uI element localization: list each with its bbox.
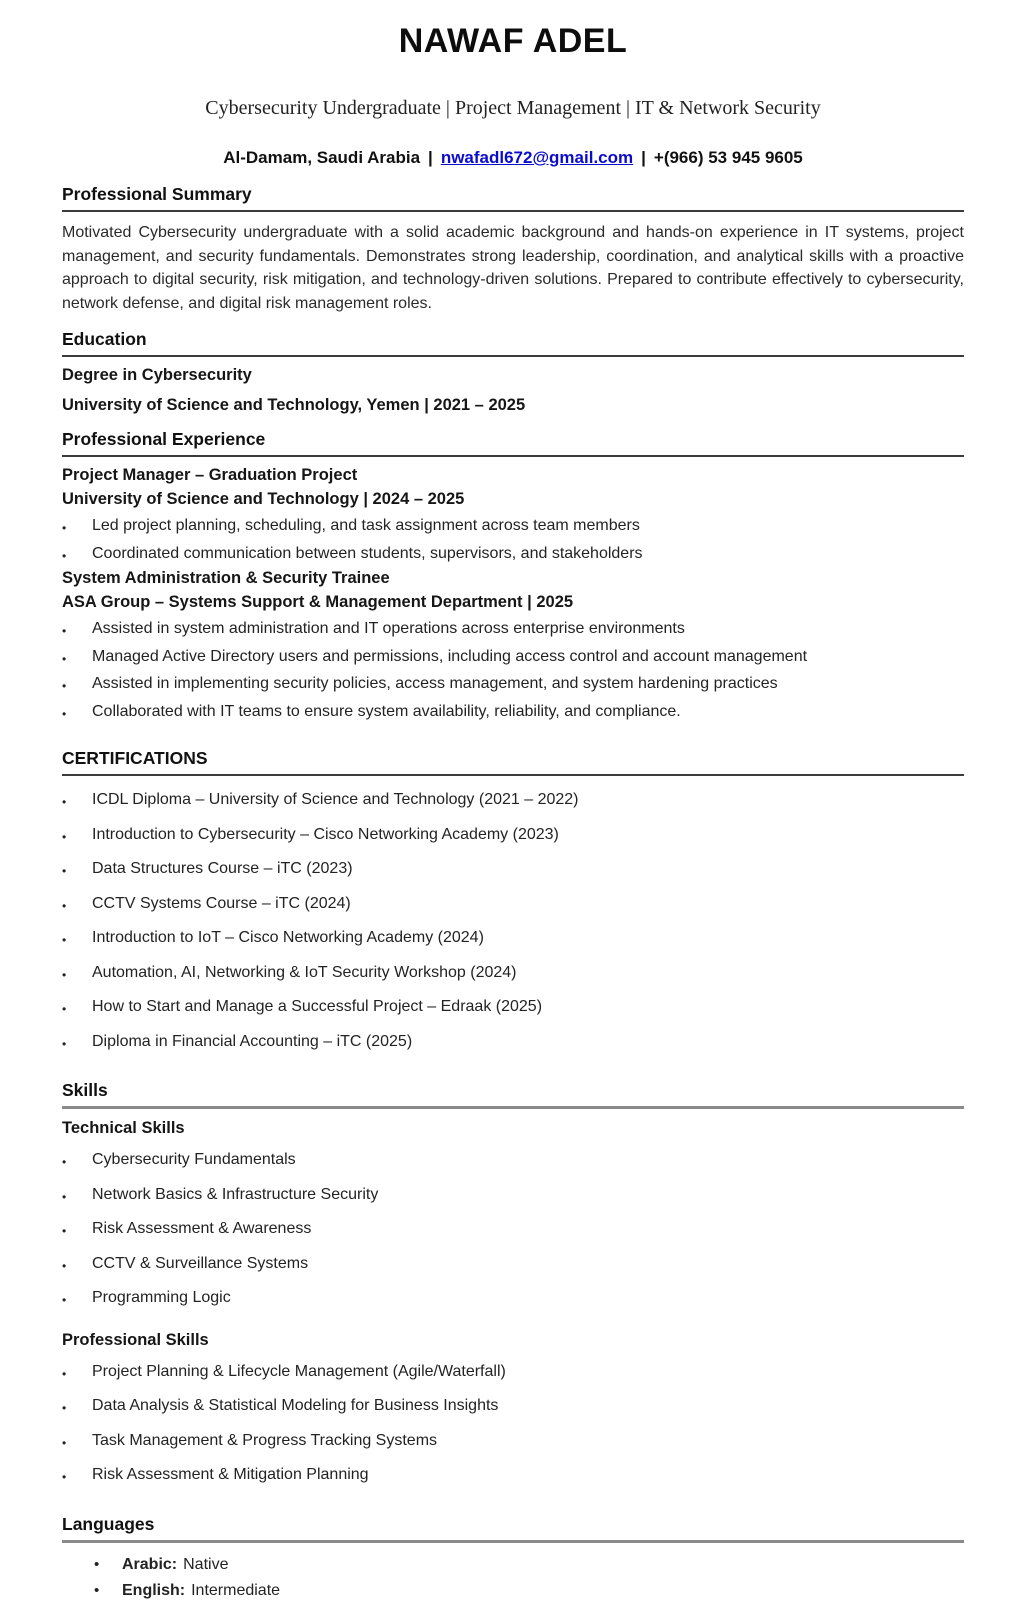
bullet-marker: • bbox=[62, 864, 67, 878]
list-item-text: Data Structures Course – iTC (2023) bbox=[92, 860, 353, 877]
list-item-text: Automation, AI, Networking & IoT Security Workshop (2024) bbox=[92, 963, 517, 981]
list-item-text: Network Basics & Infrastructure Security bbox=[92, 1185, 379, 1203]
technical-skills-heading: Technical Skills bbox=[62, 1119, 185, 1137]
list-item bbox=[62, 1463, 964, 1490]
list-item-text: Introduction to Cybersecurity – Cisco Networking Academy (2023) bbox=[92, 825, 559, 843]
list-item-text: Cybersecurity Fundamentals bbox=[92, 1151, 296, 1168]
bullet-marker: • bbox=[62, 1036, 67, 1051]
language-item bbox=[94, 1578, 964, 1604]
bullet-marker: • bbox=[62, 624, 67, 638]
list-item bbox=[62, 892, 964, 919]
contact-line bbox=[62, 148, 964, 168]
list-item-text: Programming Logic bbox=[92, 1289, 231, 1306]
job-organization: University of Science and Technology | 2024 – 2025 bbox=[62, 490, 465, 508]
list-item bbox=[62, 1429, 964, 1456]
list-item bbox=[62, 1217, 964, 1244]
list-item bbox=[62, 1252, 964, 1279]
professional-skills-list bbox=[62, 1360, 964, 1490]
education-degree: Degree in Cybersecurity bbox=[62, 366, 252, 384]
resume-subtitle: Cybersecurity Undergraduate | Project Management | IT & Network Security bbox=[205, 97, 821, 119]
list-item bbox=[62, 1360, 964, 1387]
job-entry bbox=[62, 569, 964, 726]
contact-separator: | bbox=[428, 148, 433, 167]
list-item bbox=[62, 617, 964, 644]
job-entry bbox=[62, 466, 964, 568]
list-item bbox=[62, 700, 964, 727]
section-skills bbox=[62, 1080, 964, 1490]
bullet-marker: • bbox=[62, 1189, 67, 1204]
list-item-text: Assisted in system administration and IT operations across enterprise environments bbox=[92, 620, 685, 637]
professional-skills-heading: Professional Skills bbox=[62, 1330, 209, 1349]
list-item bbox=[62, 672, 964, 699]
contact-phone: +(966) 53 945 9605 bbox=[653, 148, 803, 167]
certifications-list bbox=[62, 788, 964, 1056]
job-organization: ASA Group – Systems Support & Management Department | 2025 bbox=[62, 593, 574, 611]
bullet-marker: • bbox=[62, 521, 67, 535]
list-item bbox=[62, 961, 964, 988]
contact-location: Al-Damam, Saudi Arabia bbox=[223, 148, 421, 167]
list-item bbox=[62, 542, 964, 569]
section-languages bbox=[62, 1514, 964, 1604]
list-item-text: CCTV & Surveillance Systems bbox=[92, 1254, 309, 1272]
professional-experience-heading: Professional Experience bbox=[62, 429, 964, 457]
list-item bbox=[62, 1183, 964, 1210]
job-bullet-list bbox=[62, 617, 964, 726]
bullet-marker: • bbox=[62, 706, 67, 721]
resume-name: NAWAF ADEL bbox=[398, 22, 628, 60]
bullet-marker: • bbox=[62, 1366, 67, 1381]
bullet-marker: • bbox=[62, 1293, 67, 1307]
list-item-text: How to Start and Manage a Successful Project – Edraak (2025) bbox=[92, 998, 543, 1015]
list-item bbox=[62, 1394, 964, 1421]
bullet-marker: • bbox=[62, 1401, 67, 1415]
languages-heading: Languages bbox=[62, 1514, 964, 1543]
bullet-marker: • bbox=[62, 898, 67, 913]
bullet-marker: • bbox=[62, 548, 67, 563]
list-item-text: Collaborated with IT teams to ensure system availability, reliability, and compliance. bbox=[92, 702, 681, 720]
list-item-text: Risk Assessment & Awareness bbox=[92, 1220, 312, 1237]
professional-summary-text: Motivated Cybersecurity undergraduate with a solid academic background and hands-on experience in IT systems, project management, and security fundamentals. Demonstrates strong leadership, coordination, and analytical skills with a proactive approach to digital security, risk mitigation, and technology-driven solutions. Prepared to contribute effectively to cybersecurity, network defense, and digital risk management roles. bbox=[62, 224, 964, 312]
certifications-heading: CERTIFICATIONS bbox=[62, 748, 964, 776]
section-certifications bbox=[62, 748, 964, 1056]
language-value: Native bbox=[183, 1555, 229, 1573]
list-item-text: CCTV Systems Course – iTC (2024) bbox=[92, 894, 351, 912]
bullet-marker: • bbox=[62, 1435, 67, 1450]
technical-skills-list bbox=[62, 1148, 964, 1313]
list-item-text: Managed Active Directory users and permissions, including access control and account management bbox=[92, 647, 808, 665]
list-item-text: Introduction to IoT – Cisco Networking Academy (2024) bbox=[92, 929, 484, 946]
bullet-marker: • bbox=[62, 795, 67, 809]
bullet-marker: • bbox=[62, 1155, 67, 1169]
bullet-marker: • bbox=[94, 1555, 100, 1573]
education-school: University of Science and Technology, Yemen | 2021 – 2025 bbox=[62, 396, 526, 414]
list-item bbox=[62, 823, 964, 850]
bullet-marker: • bbox=[62, 1470, 67, 1484]
language-label: Arabic: bbox=[122, 1555, 178, 1573]
list-item-text: Task Management & Progress Tracking Systems bbox=[92, 1431, 438, 1449]
bullet-marker: • bbox=[62, 679, 67, 693]
language-item bbox=[94, 1552, 964, 1578]
bullet-marker: • bbox=[62, 967, 67, 982]
bullet-marker: • bbox=[94, 1581, 100, 1599]
list-item bbox=[62, 514, 964, 541]
list-item-text: Project Planning & Lifecycle Management (Agile/Waterfall) bbox=[92, 1362, 506, 1380]
email-link[interactable]: nwafadl672@gmail.com bbox=[440, 148, 634, 167]
job-title: Project Manager – Graduation Project bbox=[62, 466, 358, 484]
job-title: System Administration & Security Trainee bbox=[62, 569, 390, 587]
list-item-text: Risk Assessment & Mitigation Planning bbox=[92, 1466, 369, 1483]
list-item-text: Led project planning, scheduling, and task assignment across team members bbox=[92, 517, 640, 534]
language-value: Intermediate bbox=[191, 1581, 281, 1599]
list-item bbox=[62, 1286, 964, 1313]
list-item-text: Diploma in Financial Accounting – iTC (2025) bbox=[92, 1032, 413, 1050]
contact-separator: | bbox=[641, 148, 646, 167]
list-item bbox=[62, 788, 964, 815]
section-professional-summary bbox=[62, 184, 964, 315]
list-item-text: Data Analysis & Statistical Modeling for Business Insights bbox=[92, 1397, 499, 1414]
list-item-text: ICDL Diploma – University of Science and Technology (2021 – 2022) bbox=[92, 791, 579, 808]
professional-summary-heading: Professional Summary bbox=[62, 184, 964, 212]
list-item bbox=[62, 857, 964, 884]
list-item bbox=[62, 1030, 964, 1057]
languages-list bbox=[94, 1552, 964, 1604]
bullet-marker: • bbox=[62, 933, 67, 947]
list-item bbox=[62, 1148, 964, 1175]
section-education bbox=[62, 329, 964, 415]
education-heading: Education bbox=[62, 329, 964, 357]
job-bullet-list bbox=[62, 514, 964, 568]
list-item bbox=[62, 926, 964, 953]
list-item bbox=[62, 645, 964, 672]
bullet-marker: • bbox=[62, 1002, 67, 1016]
list-item-text: Coordinated communication between students, supervisors, and stakeholders bbox=[92, 544, 643, 562]
bullet-marker: • bbox=[62, 1224, 67, 1238]
list-item bbox=[62, 995, 964, 1022]
bullet-marker: • bbox=[62, 829, 67, 844]
section-professional-experience bbox=[62, 429, 964, 726]
skills-heading: Skills bbox=[62, 1080, 964, 1109]
bullet-marker: • bbox=[62, 651, 67, 666]
language-label: English: bbox=[122, 1581, 186, 1599]
list-item-text: Assisted in implementing security policies, access management, and system hardening practices bbox=[92, 675, 778, 692]
bullet-marker: • bbox=[62, 1258, 67, 1273]
